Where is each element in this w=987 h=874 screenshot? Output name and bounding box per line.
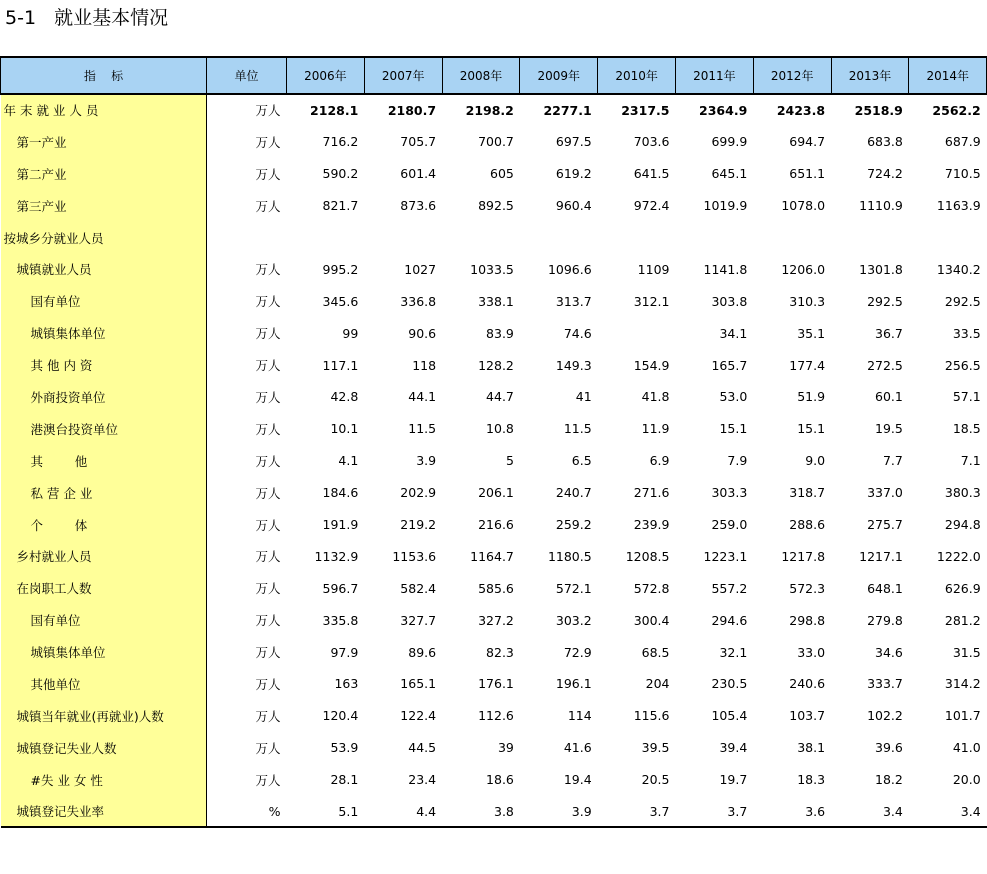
cell-value: 19.7 [719, 772, 748, 788]
cell-value: 176.1 [478, 676, 514, 692]
cell-value: 230.5 [711, 676, 748, 692]
cell-value: 2518.9 [854, 102, 903, 118]
cell-value: 216.6 [478, 517, 514, 533]
cell-value: 165.7 [711, 357, 748, 373]
cell-value: 259.0 [711, 517, 748, 533]
table-body [1, 94, 987, 827]
cell-value: 2198.2 [465, 102, 514, 118]
cell-value: 303.2 [555, 612, 592, 628]
cell-value: 39.4 [719, 740, 748, 756]
table-row [1, 190, 987, 222]
table-row [1, 253, 987, 285]
row-label: 城镇登记失业率 [1, 796, 207, 828]
row-unit: 万人 [255, 740, 281, 756]
row-unit: 万人 [255, 326, 281, 342]
cell-value: 239.9 [633, 517, 670, 533]
table-row [1, 477, 987, 509]
cell-value: 279.8 [867, 612, 903, 628]
cell-value: 7.7 [882, 453, 903, 469]
cell-value: 39 [497, 740, 514, 756]
cell-value: 44.7 [486, 389, 514, 405]
row-label: 第三产业 [1, 190, 207, 222]
cell-value: 7.9 [727, 453, 748, 469]
cell-value: 1164.7 [470, 548, 514, 564]
cell-value: 582.4 [400, 580, 437, 596]
row-unit: 万人 [255, 581, 281, 597]
cell-value: 601.4 [400, 166, 437, 182]
cell-value: 300.4 [633, 612, 670, 628]
cell-value: 1163.9 [936, 198, 981, 214]
cell-value: 1223.1 [703, 548, 748, 564]
cell-value: 641.5 [633, 166, 670, 182]
header-year: 2010年 [598, 57, 676, 94]
table-row [1, 126, 987, 158]
row-unit: 万人 [255, 294, 281, 310]
cell-value: 380.3 [944, 485, 981, 501]
cell-value: 572.1 [555, 580, 592, 596]
cell-value: 1096.6 [547, 261, 592, 277]
cell-value: 33.0 [797, 644, 826, 660]
cell-value: 5 [505, 453, 514, 469]
row-label: 外商投资单位 [1, 381, 207, 413]
cell-value: 34.1 [719, 325, 748, 341]
cell-value: 18.6 [486, 772, 514, 788]
cell-value: 28.1 [330, 772, 359, 788]
table-row [1, 764, 987, 796]
cell-value: 972.4 [633, 198, 670, 214]
cell-value: 163 [334, 676, 359, 692]
cell-value: 36.7 [875, 325, 903, 341]
cell-value: 44.5 [408, 740, 437, 756]
cell-value: 275.7 [867, 517, 903, 533]
cell-value: 303.8 [711, 293, 748, 309]
table-row [1, 317, 987, 349]
cell-value: 18.2 [875, 772, 903, 788]
row-label: 其 他 [1, 445, 207, 477]
row-label: 乡村就业人员 [1, 540, 207, 572]
row-unit: 万人 [255, 772, 281, 788]
header-year: 2013年 [831, 57, 909, 94]
cell-value: 1132.9 [314, 548, 359, 564]
table-row [1, 796, 987, 828]
cell-value [675, 222, 753, 254]
cell-value: 683.8 [867, 134, 903, 150]
cell-value: 873.6 [400, 198, 437, 214]
cell-value: 32.1 [719, 644, 748, 660]
table-row [1, 509, 987, 541]
cell-value: 184.6 [322, 485, 359, 501]
row-unit: 万人 [255, 389, 281, 405]
cell-value: 272.5 [867, 357, 903, 373]
cell-value: 605 [490, 166, 514, 182]
cell-value: 114 [567, 708, 592, 724]
row-unit: 万人 [255, 485, 281, 501]
cell-value: 118 [412, 357, 437, 373]
header-year: 2006年 [287, 57, 365, 94]
cell-value: 219.2 [400, 517, 437, 533]
cell-value: 1109 [637, 261, 670, 277]
cell-value: 336.8 [400, 293, 437, 309]
table-row [1, 700, 987, 732]
cell-value: 3.4 [831, 796, 909, 828]
cell-value: 1217.8 [781, 548, 826, 564]
header-year: 2007年 [364, 57, 442, 94]
cell-value [520, 222, 598, 254]
cell-value: 333.7 [867, 676, 903, 692]
cell-value: 82.3 [486, 644, 514, 660]
table-row [1, 445, 987, 477]
table-row [1, 158, 987, 190]
cell-value: 53.0 [719, 389, 748, 405]
row-label: 城镇当年就业(再就业)人数 [1, 700, 207, 732]
header-unit: 单位 [207, 57, 287, 94]
cell-value: 112.6 [478, 708, 514, 724]
cell-value: 15.1 [797, 421, 826, 437]
employment-table-frame [0, 56, 986, 828]
cell-value: 41.6 [563, 740, 592, 756]
row-label: 个 体 [1, 509, 207, 541]
cell-value: 41.0 [952, 740, 981, 756]
cell-value: 11.5 [408, 421, 437, 437]
cell-value: 177.4 [789, 357, 826, 373]
row-label: 城镇就业人员 [1, 253, 207, 285]
cell-value: 41.8 [641, 389, 670, 405]
cell-value: 102.2 [867, 708, 903, 724]
row-label: 年 末 就 业 人 员 [1, 94, 207, 126]
row-label: 其他单位 [1, 668, 207, 700]
row-label: 私 营 企 业 [1, 477, 207, 509]
cell-value: 120.4 [322, 708, 359, 724]
cell-value: 6.9 [649, 453, 670, 469]
cell-value: 204 [645, 676, 670, 692]
cell-value: 72.9 [563, 644, 592, 660]
cell-value: 697.5 [555, 134, 592, 150]
row-label: 其 他 内 资 [1, 349, 207, 381]
cell-value: 2562.2 [932, 102, 981, 118]
table-row [1, 285, 987, 317]
cell-value [598, 222, 676, 254]
cell-value: 42.8 [330, 389, 359, 405]
cell-value: 2423.8 [776, 102, 826, 118]
cell-value: 724.2 [867, 166, 903, 182]
cell-value: 97.9 [330, 644, 359, 660]
cell-value: 202.9 [400, 485, 437, 501]
cell-value: 294.8 [944, 517, 981, 533]
cell-value: 1180.5 [547, 548, 592, 564]
cell-value: 41 [575, 389, 592, 405]
cell-value: 1141.8 [703, 261, 748, 277]
cell-value: 303.3 [711, 485, 748, 501]
cell-value: 44.1 [408, 389, 437, 405]
cell-value: 256.5 [944, 357, 981, 373]
cell-value: 1206.0 [781, 261, 826, 277]
cell-value: 292.5 [944, 293, 981, 309]
cell-value: 10.1 [330, 421, 359, 437]
cell-value: 90.6 [408, 325, 437, 341]
header-indicator: 指 标 [1, 57, 207, 94]
row-label: 城镇集体单位 [1, 636, 207, 668]
row-label: 按城乡分就业人员 [1, 222, 207, 254]
cell-value: 33.5 [952, 325, 981, 341]
row-label: 国有单位 [1, 604, 207, 636]
table-row [1, 94, 987, 126]
cell-value: 619.2 [555, 166, 592, 182]
table-row [1, 222, 987, 254]
cell-value [287, 222, 365, 254]
row-unit: 万人 [255, 453, 281, 469]
row-unit: % [207, 796, 287, 828]
cell-value: 1027 [404, 261, 437, 277]
cell-value: 2317.5 [621, 102, 670, 118]
row-unit: 万人 [255, 676, 281, 692]
cell-value: 557.2 [711, 580, 748, 596]
cell-value: 206.1 [478, 485, 514, 501]
cell-value: 39.5 [641, 740, 670, 756]
cell-value: 2180.7 [387, 102, 437, 118]
cell-value: 83.9 [486, 325, 514, 341]
cell-value: 288.6 [789, 517, 826, 533]
cell-value: 294.6 [711, 612, 748, 628]
cell-value: 651.1 [789, 166, 826, 182]
cell-value: 590.2 [322, 166, 359, 182]
cell-value: 1153.6 [392, 548, 437, 564]
cell-value: 149.3 [555, 357, 592, 373]
cell-value: 38.1 [797, 740, 826, 756]
cell-value: 960.4 [555, 198, 592, 214]
cell-value: 99 [342, 325, 359, 341]
row-unit: 万人 [255, 613, 281, 629]
row-unit: 万人 [255, 708, 281, 724]
header-year: 2008年 [442, 57, 520, 94]
cell-value: 3.7 [598, 796, 676, 828]
header-year: 2011年 [675, 57, 753, 94]
table-row [1, 381, 987, 413]
cell-value: 3.8 [442, 796, 520, 828]
row-unit: 万人 [255, 134, 281, 150]
cell-value: 19.4 [563, 772, 592, 788]
cell-value: 165.1 [400, 676, 437, 692]
header-year: 2012年 [753, 57, 831, 94]
cell-value: 240.7 [555, 485, 592, 501]
cell-value: 19.5 [875, 421, 903, 437]
cell-value: 31.5 [952, 644, 981, 660]
table-row [1, 636, 987, 668]
cell-value: 648.1 [867, 580, 903, 596]
cell-value: 700.7 [478, 134, 514, 150]
cell-value: 68.5 [641, 644, 670, 660]
cell-value: 995.2 [322, 261, 359, 277]
cell-value: 892.5 [478, 198, 514, 214]
row-label: 第一产业 [1, 126, 207, 158]
cell-value: 1301.8 [859, 261, 903, 277]
cell-value: 1110.9 [859, 198, 903, 214]
cell-value: 1033.5 [470, 261, 514, 277]
cell-value: 596.7 [322, 580, 359, 596]
cell-value: 18.5 [952, 421, 981, 437]
cell-value: 34.6 [875, 644, 903, 660]
row-unit [207, 222, 287, 254]
cell-value: 572.3 [789, 580, 826, 596]
cell-value: 74.6 [563, 325, 592, 341]
cell-value: 6.5 [571, 453, 592, 469]
cell-value [753, 222, 831, 254]
row-unit: 万人 [255, 549, 281, 565]
cell-value: 314.2 [944, 676, 981, 692]
row-unit: 万人 [255, 358, 281, 374]
cell-value: 1340.2 [936, 261, 981, 277]
cell-value: 694.7 [789, 134, 826, 150]
cell-value: 128.2 [478, 357, 514, 373]
row-label: 第二产业 [1, 158, 207, 190]
cell-value: 191.9 [322, 517, 359, 533]
cell-value: 15.1 [719, 421, 748, 437]
cell-value: 3.4 [909, 796, 987, 828]
row-label: 港澳台投资单位 [1, 413, 207, 445]
cell-value: 298.8 [789, 612, 826, 628]
cell-value: 39.6 [875, 740, 903, 756]
cell-value: 645.1 [711, 166, 748, 182]
cell-value: 115.6 [633, 708, 670, 724]
cell-value: 327.7 [400, 612, 437, 628]
cell-value: 292.5 [867, 293, 903, 309]
cell-value: 20.5 [641, 772, 670, 788]
table-row [1, 540, 987, 572]
header-year: 2014年 [909, 57, 987, 94]
cell-value: 240.6 [789, 676, 826, 692]
header-year: 2009年 [520, 57, 598, 94]
row-label: 城镇登记失业人数 [1, 732, 207, 764]
row-unit: 万人 [255, 166, 281, 182]
cell-value: 1222.0 [936, 548, 981, 564]
cell-value: 1217.1 [859, 548, 903, 564]
cell-value: 10.8 [486, 421, 514, 437]
cell-value: 699.9 [711, 134, 748, 150]
cell-value: 2277.1 [543, 102, 592, 118]
cell-value: 821.7 [322, 198, 359, 214]
cell-value: 89.6 [408, 644, 437, 660]
employment-table [0, 56, 987, 828]
page-title: 5-1 就业基本情况 [5, 7, 169, 29]
cell-value: 122.4 [400, 708, 437, 724]
cell-value: 338.1 [478, 293, 514, 309]
cell-value: 572.8 [633, 580, 670, 596]
cell-value: 11.9 [641, 421, 670, 437]
cell-value: 105.4 [711, 708, 748, 724]
cell-value: 3.9 [520, 796, 598, 828]
cell-value: 310.3 [789, 293, 826, 309]
cell-value [364, 222, 442, 254]
cell-value: 705.7 [400, 134, 437, 150]
table-row [1, 413, 987, 445]
table-row [1, 572, 987, 604]
cell-value: 60.1 [875, 389, 903, 405]
cell-value [831, 222, 909, 254]
row-unit: 万人 [255, 198, 281, 214]
cell-value: 3.7 [675, 796, 753, 828]
table-row [1, 732, 987, 764]
cell-value: 101.7 [944, 708, 981, 724]
cell-value: 4.4 [364, 796, 442, 828]
row-label: 在岗职工人数 [1, 572, 207, 604]
cell-value: 337.0 [867, 485, 903, 501]
row-unit: 万人 [255, 103, 281, 119]
table-row [1, 349, 987, 381]
cell-value: 626.9 [944, 580, 981, 596]
cell-value: 35.1 [797, 325, 826, 341]
row-label: #失 业 女 性 [1, 764, 207, 796]
table-row [1, 668, 987, 700]
table-header-row [1, 57, 987, 94]
cell-value: 1208.5 [625, 548, 670, 564]
cell-value: 716.2 [322, 134, 359, 150]
cell-value: 2128.1 [310, 102, 359, 118]
cell-value: 345.6 [322, 293, 359, 309]
cell-value: 327.2 [478, 612, 514, 628]
cell-value: 313.7 [555, 293, 592, 309]
cell-value: 281.2 [944, 612, 981, 628]
cell-value [909, 222, 987, 254]
cell-value: 585.6 [478, 580, 514, 596]
cell-value: 154.9 [633, 357, 670, 373]
cell-value: 687.9 [944, 134, 981, 150]
cell-value: 9.0 [805, 453, 826, 469]
row-unit: 万人 [255, 262, 281, 278]
cell-value: 703.6 [633, 134, 670, 150]
row-unit: 万人 [255, 517, 281, 533]
cell-value: 710.5 [944, 166, 981, 182]
cell-value: 1019.9 [703, 198, 748, 214]
cell-value: 3.6 [753, 796, 831, 828]
cell-value: 117.1 [322, 357, 359, 373]
cell-value: 3.9 [416, 453, 437, 469]
cell-value: 20.0 [952, 772, 981, 788]
cell-value: 259.2 [555, 517, 592, 533]
cell-value: 7.1 [960, 453, 981, 469]
cell-value: 51.9 [797, 389, 826, 405]
row-unit: 万人 [255, 645, 281, 661]
row-label: 国有单位 [1, 285, 207, 317]
cell-value: 18.3 [797, 772, 826, 788]
cell-value: 23.4 [408, 772, 437, 788]
row-unit: 万人 [255, 421, 281, 437]
cell-value: 318.7 [789, 485, 826, 501]
cell-value: 271.6 [633, 485, 670, 501]
cell-value: 4.1 [338, 453, 359, 469]
cell-value: 312.1 [633, 293, 670, 309]
cell-value: 53.9 [330, 740, 359, 756]
row-label: 城镇集体单位 [1, 317, 207, 349]
cell-value: 1078.0 [781, 198, 826, 214]
cell-value: 5.1 [287, 796, 365, 828]
cell-value: 335.8 [322, 612, 359, 628]
cell-value [598, 317, 676, 349]
cell-value: 103.7 [789, 708, 826, 724]
table-row [1, 604, 987, 636]
cell-value: 57.1 [952, 389, 981, 405]
cell-value: 196.1 [555, 676, 592, 692]
cell-value: 2364.9 [699, 102, 748, 118]
cell-value [442, 222, 520, 254]
cell-value: 11.5 [563, 421, 592, 437]
